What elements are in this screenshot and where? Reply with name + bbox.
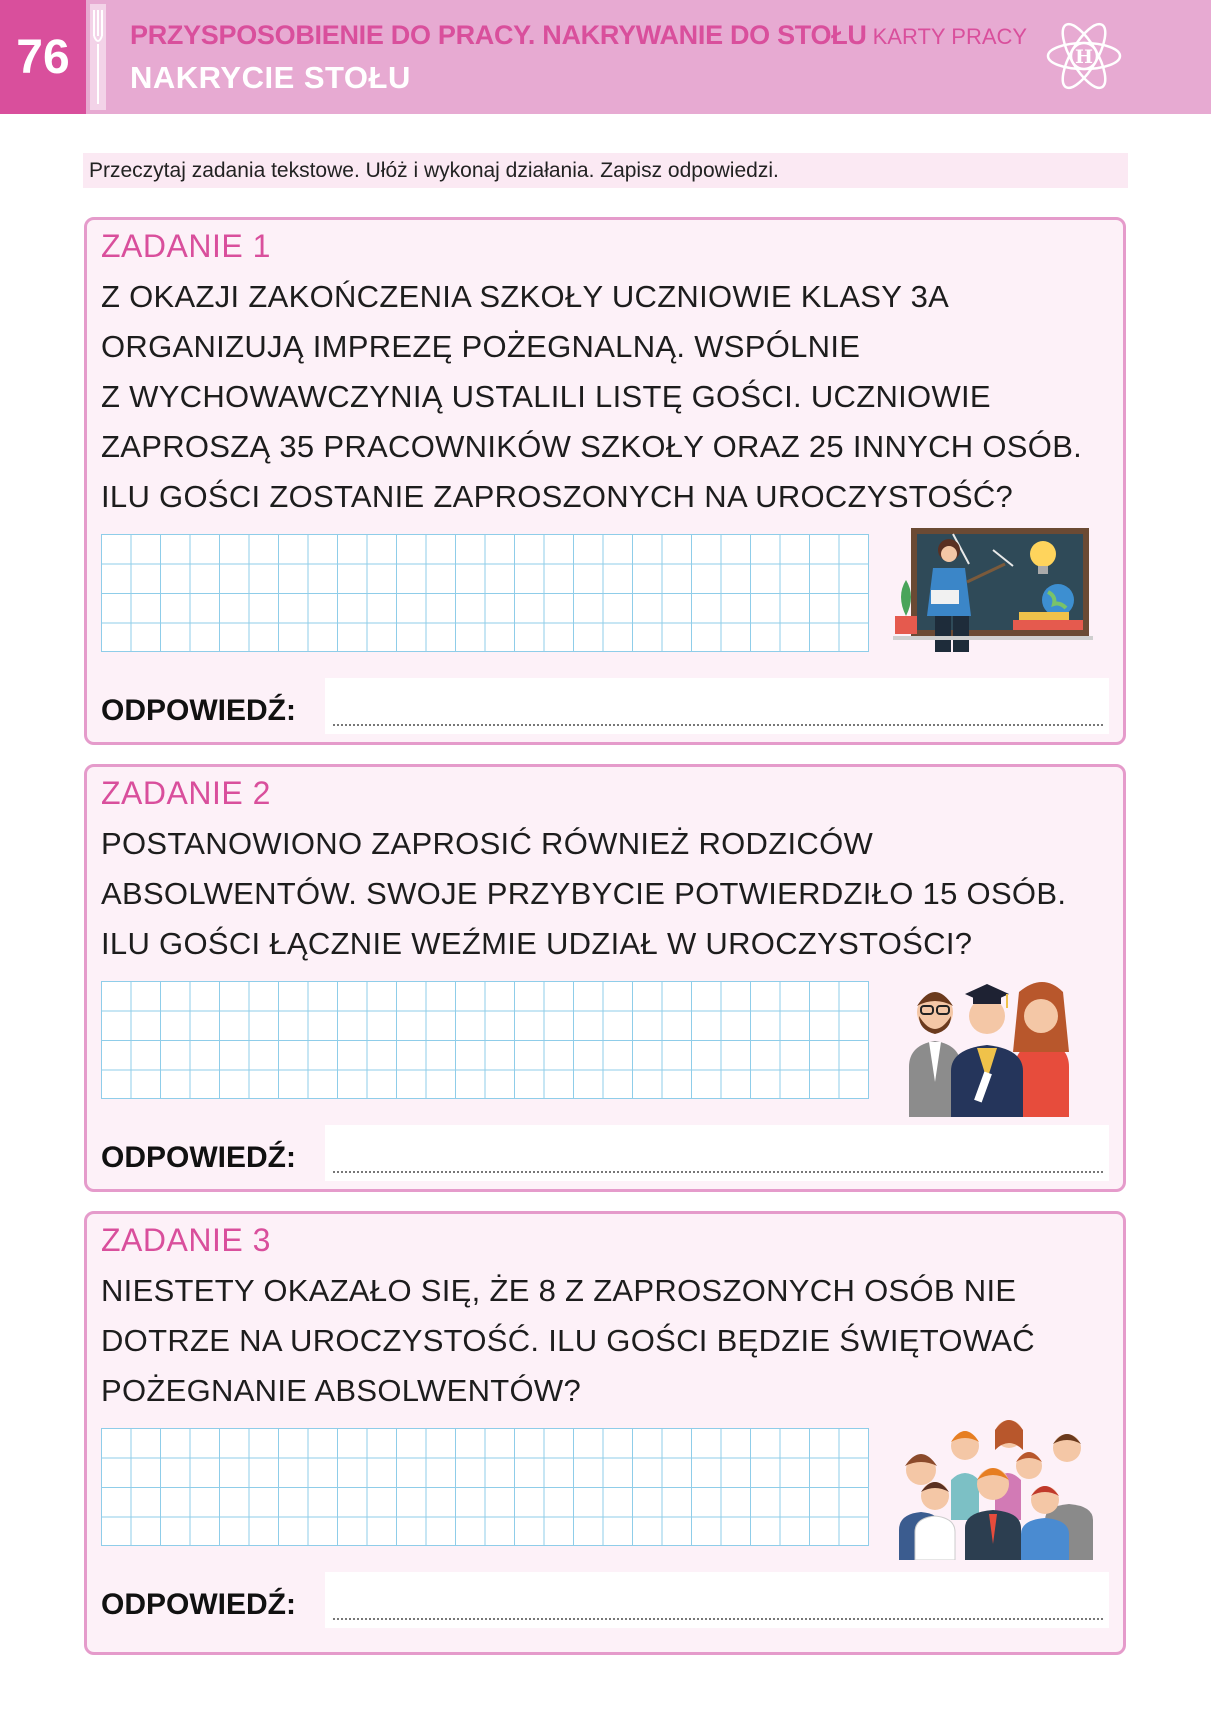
header-title-main: PRZYSPOSOBIENIE DO PRACY. NAKRYWANIE DO STOŁU — [130, 20, 867, 50]
task-line: DOTRZE NA UROCZYSTOŚĆ. ILU GOŚCI BĘDZIE ŚWIĘTOWAĆ — [101, 1323, 1035, 1358]
task-line: NIESTETY OKAZAŁO SIĘ, ŻE 8 Z ZAPROSZONYCH OSÓB NIE — [101, 1273, 1017, 1308]
calculation-grid[interactable] — [101, 534, 869, 652]
task-line: ABSOLWENTÓW. SWOJE PRZYBYCIE POTWIERDZIŁO 15 OSÓB. — [101, 876, 1067, 911]
calculation-grid[interactable] — [101, 981, 869, 1099]
task-line: ZAPROSZĄ 35 PRACOWNIKÓW SZKOŁY ORAZ 25 INNYCH OSÓB. — [101, 429, 1083, 464]
answer-field[interactable] — [325, 1125, 1109, 1181]
task-text — [101, 272, 1111, 522]
task-title: ZADANIE 1 — [101, 228, 271, 264]
task-title: ZADANIE 2 — [101, 775, 271, 811]
header-subtitle: NAKRYCIE STOŁU — [130, 60, 411, 95]
answer-field[interactable] — [325, 1572, 1109, 1628]
page-number: 76 — [0, 0, 86, 114]
answer-label: ODPOWIEDŹ: — [101, 1588, 296, 1621]
answer-label: ODPOWIEDŹ: — [101, 1141, 296, 1174]
task-line: POSTANOWIONO ZAPROSIĆ RÓWNIEŻ RODZICÓW — [101, 826, 874, 861]
task-line: ORGANIZUJĄ IMPREZĘ POŻEGNALNĄ. WSPÓLNIE — [101, 329, 861, 364]
answer-label: ODPOWIEDŹ: — [101, 694, 296, 727]
task-line: ILU GOŚCI ZOSTANIE ZAPROSZONYCH NA UROCZYSTOŚĆ? — [101, 479, 1014, 514]
task-3 — [84, 1211, 1126, 1655]
fork-icon — [90, 4, 106, 110]
task-line: POŻEGNANIE ABSOLWENTÓW? — [101, 1373, 582, 1408]
page-header — [0, 0, 1211, 114]
teacher-illustration — [893, 520, 1093, 655]
header-title-suffix: KARTY PRACY — [872, 24, 1028, 49]
answer-field[interactable] — [325, 678, 1109, 734]
calculation-grid[interactable] — [101, 1428, 869, 1546]
logo-letter: H — [1075, 46, 1093, 68]
task-title: ZADANIE 3 — [101, 1222, 271, 1258]
task-line: ILU GOŚCI ŁĄCZNIE WEŹMIE UDZIAŁ W UROCZYSTOŚCI? — [101, 926, 973, 961]
task-line: Z WYCHOWAWCZYNIĄ USTALILI LISTĘ GOŚCI. UCZNIOWIE — [101, 379, 991, 414]
task-1 — [84, 217, 1126, 745]
instruction: Przeczytaj zadania tekstowe. Ułóż i wykonaj działania. Zapisz odpowiedzi. — [83, 153, 1128, 188]
group-of-people-illustration — [895, 1410, 1095, 1560]
task-line: Z OKAZJI ZAKOŃCZENIA SZKOŁY UCZNIOWIE KLASY 3A — [101, 279, 950, 314]
graduate-family-illustration — [907, 972, 1087, 1117]
header-title — [130, 20, 1027, 51]
atom-logo-icon — [1044, 16, 1124, 96]
task-2 — [84, 764, 1126, 1192]
task-text — [101, 819, 1111, 969]
task-text — [101, 1266, 1111, 1416]
